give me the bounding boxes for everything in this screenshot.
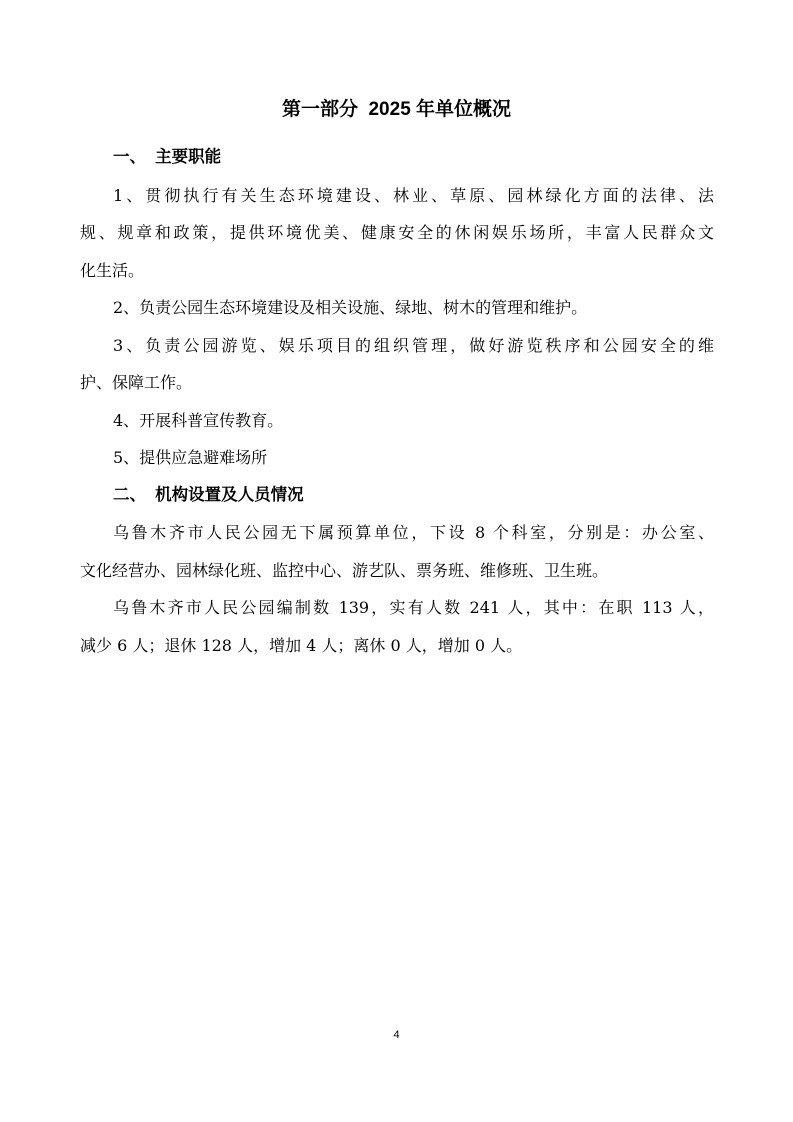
paragraph-function-2 [80, 289, 714, 327]
paragraph-function-1 [80, 177, 714, 290]
paragraph-line: 护、保障工作。 [80, 373, 193, 392]
paragraph-line: 减少 6 人；退休 128 人，增加 4 人；离休 0 人，增加 0 人。 [80, 635, 523, 655]
section-heading-main-functions: 一、 主要职能 [113, 148, 222, 166]
section-heading-organization: 二、 机构设置及人员情况 [113, 485, 304, 504]
paragraph-line: 5、提供应急避难场所 [113, 448, 268, 467]
paragraph-function-4 [80, 402, 714, 440]
paragraph-function-5 [80, 439, 714, 477]
paragraph-line: 化生活。 [80, 260, 145, 280]
paragraph-line: 乌鲁木齐市人民公园编制数 139，实有人数 241 人，其中：在职 113 人， [113, 598, 714, 617]
paragraph-line: 3、负责公园游览、娱乐项目的组织管理，做好游览秩序和公园安全的维 [113, 335, 714, 355]
paragraph-line: 乌鲁木齐市人民公园无下属预算单位，下设 8 个科室，分别是：办公室、 [113, 523, 714, 542]
paragraph-function-3 [80, 327, 714, 402]
paragraph-line: 4、开展科普宣传教育。 [113, 410, 284, 430]
paragraph-line: 规、规章和政策，提供环境优美、健康安全的休闲娱乐场所，丰富人民群众文 [80, 223, 714, 242]
document-body [80, 139, 714, 664]
paragraph-line: 2、负责公园生态环境建设及相关设施、绿地、树木的管理和维护。 [113, 298, 588, 317]
paragraph-organization [80, 514, 714, 589]
paragraph-line: 文化经营办、园林绿化班、监控中心、游艺队、票务班、维修班、卫生班。 [80, 560, 609, 580]
paragraph-staffing [80, 589, 714, 664]
page-number: 4 [393, 1029, 400, 1041]
paragraph-line: 1、贯彻执行有关生态环境建设、林业、草原、园林绿化方面的法律、法 [113, 185, 714, 205]
page-title: 第一部分 2025 年单位概况 [281, 99, 512, 120]
